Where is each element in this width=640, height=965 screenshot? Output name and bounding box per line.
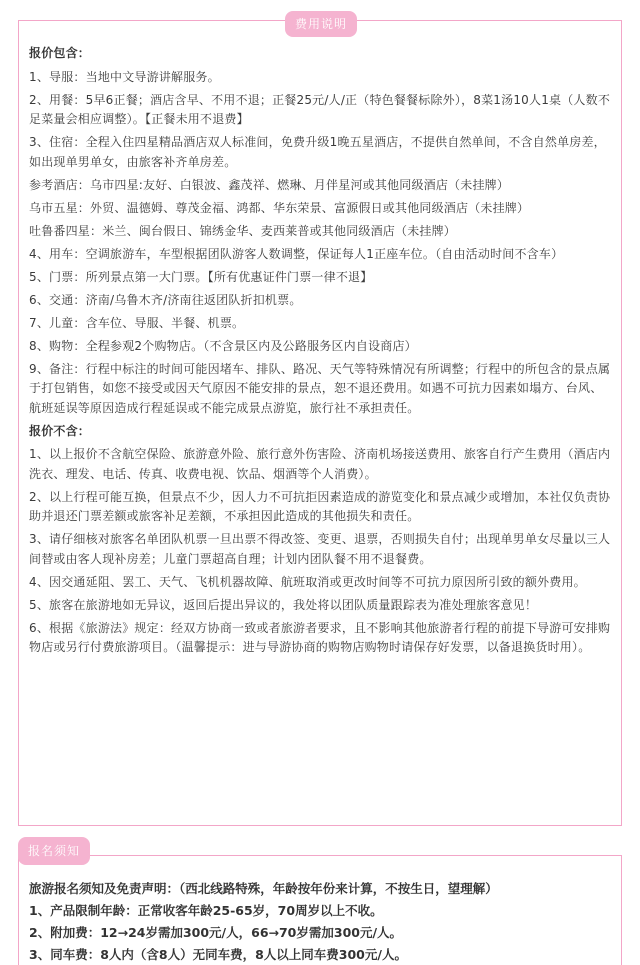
included-item: 吐鲁番四星：米兰、闽台假日、锦绣金华、麦西莱普或其他同级酒店（未挂牌） [29,223,457,238]
included-item: 9、备注：行程中标注的时间可能因堵车、排队、路况、天气等特殊情况有所调整；行程中的所包含的景点属于打包销售，如您不接受或因天气原因不能安排的景点，恕不退还费用。如遇不可抗力因素如塌方、台风、航班延误等原因造成行程延误或不能完成景点游览，旅行社不承担责任。 [29,361,611,415]
included-item: 3、住宿：全程入住四星精品酒店双人标准间，免费升级1晚五星酒店，不提供自然单间，不含自然单房差，如出现单男单女，由旅客补齐单房差。 [29,135,606,169]
notice-line: 旅游报名须知及免责声明：（西北线路特殊，年龄按年份来计算，不按生日，望理解） [29,881,498,896]
fee-description-tab: 费用说明 [285,11,357,37]
included-title: 报价包含： [29,46,91,60]
excluded-item: 3、请仔细核对旅客名单团队机票一旦出票不得改签、变更、退票，否则损失自付；出现单男单女尽量以三人间替或由客人现补房差；儿童门票超高自理；计划内团队餐不用不退餐费。 [29,532,611,566]
included-item: 4、用车：空调旅游车，车型根据团队游客人数调整，保证每人1正座车位。（自由活动时间不含车） [29,246,564,261]
included-item: 乌市五星：外贸、温德姆、尊茂金福、鸿都、华东荣景、富源假日或其他同级酒店（未挂牌） [29,200,530,215]
included-item: 8、购物：全程参观2个购物店。（不含景区内及公路服务区内自设商店） [29,338,417,353]
excluded-title: 报价不含： [29,423,91,438]
included-item: 1、导服：当地中文导游讲解服务。 [29,69,220,84]
notice-line: 1、产品限制年龄：正常收客年龄25-65岁，70周岁以上不收。 [29,903,383,918]
included-item: 6、交通：济南/乌鲁木齐/济南往返团队折扣机票。 [29,292,302,307]
included-item: 参考酒店：乌市四星:友好、白银波、鑫茂祥、燃琳、月伴星河或其他同级酒店（未挂牌） [29,177,510,192]
included-item: 7、儿童：含车位、导服、半餐、机票。 [29,315,245,330]
excluded-item: 2、以上行程可能互换，但景点不少，因人力不可抗拒因素造成的游览变化和景点减少或增加，本社仅负责协助并退还门票差额或旅客补足差额，不承担因此造成的其他损失和责任。 [29,489,611,523]
notice-line: 3、同车费：8人内（含8人）无同车费，8人以上同车费300元/人。 [29,947,407,962]
fee-description-content [29,44,614,661]
included-item: 5、门票：所列景点第一大门票。【所有优惠证件门票一律不退】 [29,269,373,284]
excluded-item: 6、根据《旅游法》规定：经双方协商一致或者旅游者要求，且不影响其他旅游者行程的前提下导游可安排购物店或另行付费旅游项目。（温馨提示：进与导游协商的购物店购物时请保存好发票，以备退换货时用）。 [29,620,611,654]
excluded-item: 5、旅客在旅游地如无异议，返回后提出异议的，我处将以团队质量跟踪表为准处理旅客意见！ [29,597,538,612]
notice-line: 2、附加费：12→24岁需加300元/人，66→70岁需加300元/人。 [29,925,403,940]
included-item: 2、用餐：5早6正餐；酒店含早、不用不退；正餐25元/人/正（特色餐餐标除外），8菜1汤10人1桌（人数不足菜量会相应调整）。【正餐未用不退费】 [29,92,611,126]
excluded-item: 4、因交通延阻、罢工、天气、飞机机器故障、航班取消或更改时间等不可抗力原因所引致的额外费用。 [29,574,586,589]
registration-notice-content [29,878,614,965]
excluded-item: 1、以上报价不含航空保险、旅游意外险、旅行意外伤害险、济南机场接送费用、旅客自行产生费用（酒店内洗衣、理发、电话、传真、收费电视、饮品、烟酒等个人消费）。 [29,447,611,481]
registration-notice-tab: 报名须知 [18,837,90,865]
